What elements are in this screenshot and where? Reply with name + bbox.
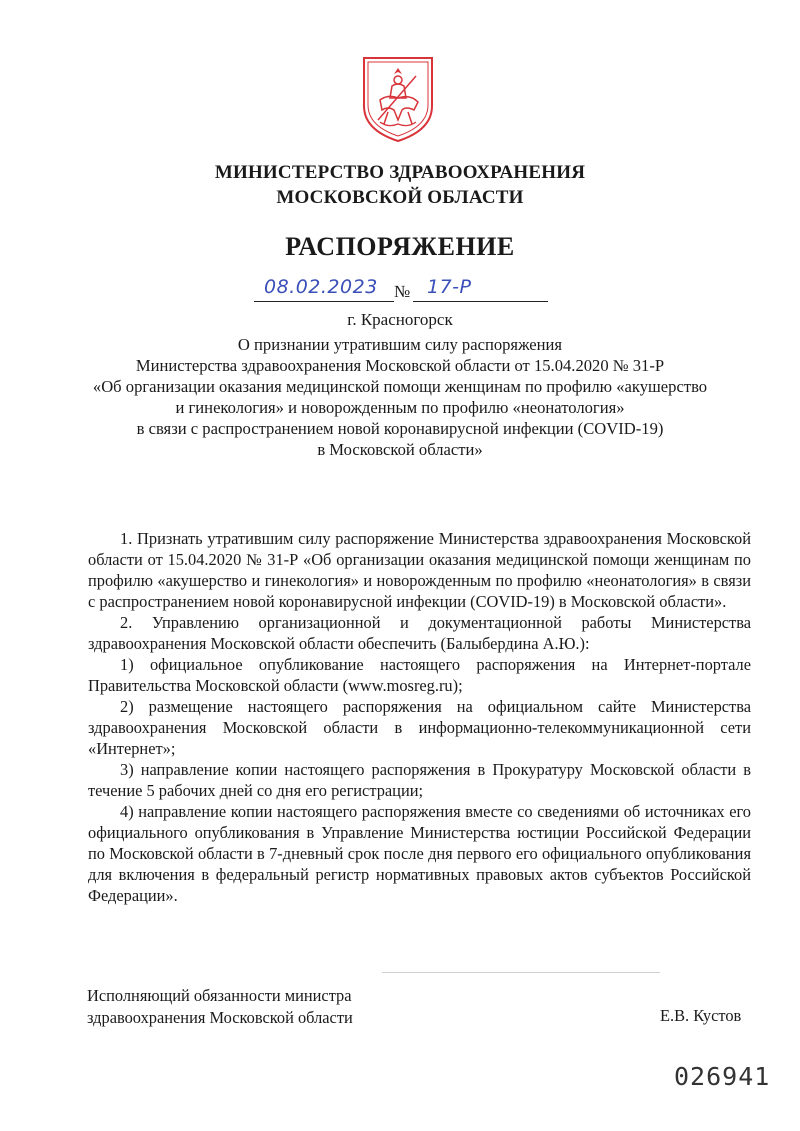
subject-line: в связи с распространением новой коронавирусной инфекции (COVID-19) [136, 419, 664, 438]
moscow-region-coat-of-arms-icon [358, 54, 438, 144]
registration-number: 026941 [674, 1062, 771, 1091]
signatory-title-line2: здравоохранения Московской области [87, 1008, 353, 1027]
subject-line: в Московской области» [317, 440, 483, 459]
document-date: 08.02.2023 [264, 276, 378, 298]
subject-line: О признании утратившим силу распоряжения [237, 335, 563, 354]
signatory-title-line1: Исполняющий обязанности министра [87, 986, 352, 1005]
number-underline [413, 301, 548, 302]
subject-line: Министерства здравоохранения Московской области от 15.04.2020 № 31-Р [135, 356, 665, 375]
signature-line [382, 972, 660, 973]
subject-line: и гинекология» и новорожденным по профилю «неонатология» [175, 398, 625, 417]
ministry-name [0, 160, 800, 210]
body-subitem-1: 1) официальное опубликование настоящего распоряжения на Интернет-портале Правительства Московской области (www.mosreg.ru); [88, 655, 751, 695]
document-body [88, 528, 751, 906]
signatory-title [87, 985, 353, 1029]
body-paragraph-2: 2. Управлению организационной и документационной работы Министерства здравоохранения Московской области обеспечить (Балыбердина А.Ю.): [88, 613, 751, 653]
document-number: 17-Р [427, 276, 472, 298]
document-number-field [413, 278, 548, 304]
body-subitem-2: 2) размещение настоящего распоряжения на официальном сайте Министерства здравоохранения Московской области в информационно-телекоммуникационной сети «Интернет»; [88, 697, 751, 758]
document-city: г. Красногорск [347, 310, 453, 329]
body-subitem-4: 4) направление копии настоящего распоряжения вместе со сведениями об источниках его официального опубликования в Управление Министерства юстиции Российской Федерации по Московской области в 7-дневный срок после дня первого его официального опубликования для включения в федеральный регистр нормативных правовых актов субъектов Российской Федерации». [88, 802, 751, 905]
subject-line: «Об организации оказания медицинской помощи женщинам по профилю «акушерство [92, 377, 708, 396]
body-subitem-3: 3) направление копии настоящего распоряжения в Прокуратуру Московской области в течение 5 рабочих дней со дня его регистрации; [88, 760, 751, 800]
document-subject [60, 334, 740, 460]
ministry-name-line2: МОСКОВСКОЙ ОБЛАСТИ [276, 187, 524, 208]
document-date-field [254, 278, 394, 304]
signatory-name: Е.В. Кустов [660, 1006, 742, 1025]
body-paragraph-1: 1. Признать утратившим силу распоряжение Министерства здравоохранения Московской области от 15.04.2020 № 31-Р «Об организации оказания медицинской помощи женщинам по профилю «акушерство и гинекология» и новорожденным по профилю «неонатология» в связи с распространением новой коронавирусной инфекции (COVID-19) в Московской области». [88, 529, 751, 611]
number-sign: № [394, 282, 411, 301]
date-underline [254, 301, 394, 302]
document-type-title: РАСПОРЯЖЕНИЕ [285, 232, 515, 261]
ministry-name-line1: МИНИСТЕРСТВО ЗДРАВООХРАНЕНИЯ [214, 162, 586, 183]
